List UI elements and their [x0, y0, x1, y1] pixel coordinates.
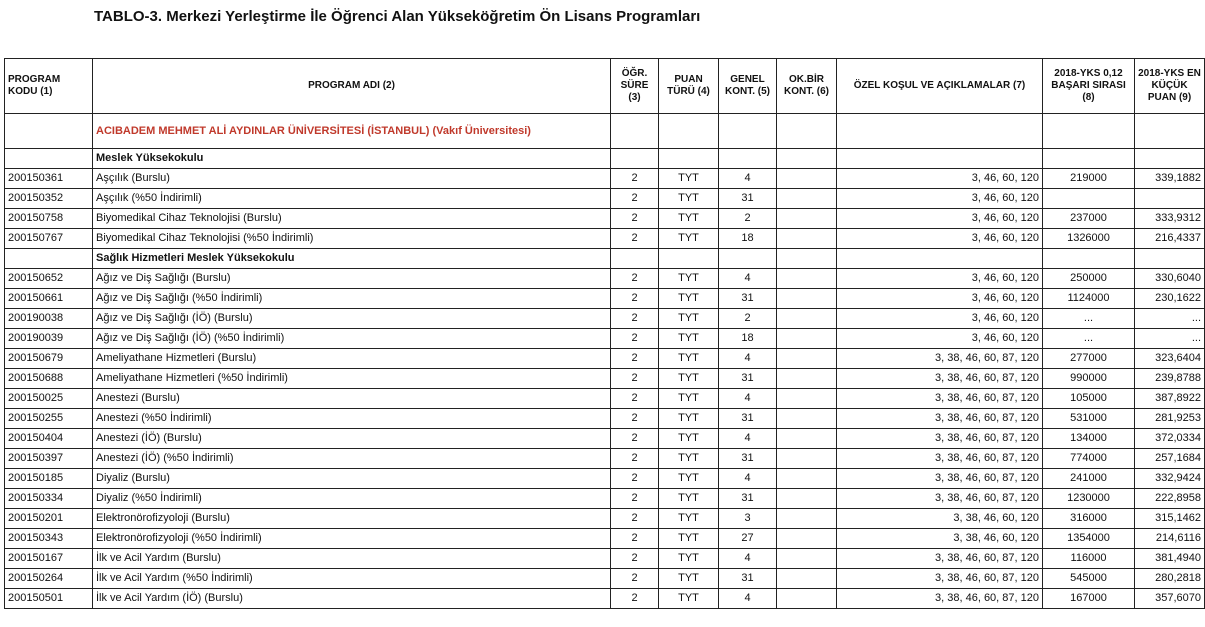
table-body — [5, 114, 1205, 609]
genel-kont-cell: 4 — [719, 269, 777, 289]
program-adi-cell: Diyaliz (%50 İndirimli) — [93, 489, 611, 509]
program-adi-cell: Ağız ve Diş Sağlığı (İÖ) (%50 İndirimli) — [93, 329, 611, 349]
ogr-sure-cell: 2 — [611, 169, 659, 189]
en-kucuk-puan-cell: ... — [1135, 329, 1205, 349]
header-program-adi: PROGRAM ADI (2) — [93, 59, 611, 114]
basari-sirasi-cell: 1354000 — [1043, 529, 1135, 549]
ogr-sure-cell: 2 — [611, 589, 659, 609]
table-row — [5, 529, 1205, 549]
program-kodu-cell: 200190038 — [5, 309, 93, 329]
genel-kont-cell: 4 — [719, 589, 777, 609]
ogr-sure-cell: 2 — [611, 569, 659, 589]
program-table-container — [4, 58, 1200, 627]
genel-kont-cell: 2 — [719, 309, 777, 329]
genel-kont-cell: 4 — [719, 429, 777, 449]
basari-sirasi-cell: 990000 — [1043, 369, 1135, 389]
basari-sirasi-cell: 277000 — [1043, 349, 1135, 369]
puan-turu-cell: TYT — [659, 349, 719, 369]
okbir-kont-cell — [777, 569, 837, 589]
program-kodu-cell: 200150767 — [5, 229, 93, 249]
ozel-kosul-cell: 3, 46, 60, 120 — [837, 229, 1043, 249]
en-kucuk-puan-cell: 372,0334 — [1135, 429, 1205, 449]
table-row — [5, 589, 1205, 609]
genel-kont-cell: 4 — [719, 469, 777, 489]
section-row — [5, 249, 1205, 269]
program-adi-cell: Ameliyathane Hizmetleri (%50 İndirimli) — [93, 369, 611, 389]
genel-kont-cell: 31 — [719, 569, 777, 589]
basari-sirasi-cell: 774000 — [1043, 449, 1135, 469]
program-adi-cell: İlk ve Acil Yardım (%50 İndirimli) — [93, 569, 611, 589]
ogr-sure-cell: 2 — [611, 229, 659, 249]
genel-kont-cell: 31 — [719, 369, 777, 389]
ozel-kosul-cell: 3, 38, 46, 60, 87, 120 — [837, 409, 1043, 429]
genel-kont-cell: 2 — [719, 209, 777, 229]
table-row — [5, 389, 1205, 409]
okbir-kont-cell — [777, 469, 837, 489]
okbir-kont-cell — [777, 389, 837, 409]
table-row — [5, 469, 1205, 489]
genel-kont-cell: 4 — [719, 389, 777, 409]
program-adi-cell: Elektronörofizyoloji (Burslu) — [93, 509, 611, 529]
en-kucuk-puan-cell: 332,9424 — [1135, 469, 1205, 489]
header-ogr-sure: ÖĞR. SÜRE (3) — [611, 59, 659, 114]
program-kodu-cell: 200150661 — [5, 289, 93, 309]
en-kucuk-puan-cell: 333,9312 — [1135, 209, 1205, 229]
header-genel-kont: GENEL KONT. (5) — [719, 59, 777, 114]
program-kodu-cell: 200150334 — [5, 489, 93, 509]
puan-turu-cell: TYT — [659, 369, 719, 389]
program-adi-cell: İlk ve Acil Yardım (Burslu) — [93, 549, 611, 569]
ogr-sure-cell: 2 — [611, 449, 659, 469]
genel-kont-cell: 4 — [719, 169, 777, 189]
en-kucuk-puan-cell — [1135, 189, 1205, 209]
basari-sirasi-cell: 134000 — [1043, 429, 1135, 449]
ozel-kosul-cell: 3, 46, 60, 120 — [837, 169, 1043, 189]
genel-kont-cell: 31 — [719, 449, 777, 469]
ogr-sure-cell: 2 — [611, 369, 659, 389]
puan-turu-cell: TYT — [659, 309, 719, 329]
en-kucuk-puan-cell: 230,1622 — [1135, 289, 1205, 309]
puan-turu-cell: TYT — [659, 529, 719, 549]
basari-sirasi-cell: 316000 — [1043, 509, 1135, 529]
ozel-kosul-cell: 3, 38, 46, 60, 87, 120 — [837, 569, 1043, 589]
header-basari-sirasi: 2018-YKS 0,12 BAŞARI SIRASI (8) — [1043, 59, 1135, 114]
okbir-kont-cell — [777, 549, 837, 569]
header-program-kodu: PROGRAM KODU (1) — [5, 59, 93, 114]
header-ozel-kosul: ÖZEL KOŞUL VE AÇIKLAMALAR (7) — [837, 59, 1043, 114]
ogr-sure-cell: 2 — [611, 549, 659, 569]
ozel-kosul-cell: 3, 38, 46, 60, 87, 120 — [837, 349, 1043, 369]
program-kodu-cell: 200150264 — [5, 569, 93, 589]
ogr-sure-cell: 2 — [611, 349, 659, 369]
en-kucuk-puan-cell: 257,1684 — [1135, 449, 1205, 469]
ozel-kosul-cell: 3, 38, 46, 60, 120 — [837, 509, 1043, 529]
program-adi-cell: Ağız ve Diş Sağlığı (İÖ) (Burslu) — [93, 309, 611, 329]
ogr-sure-cell: 2 — [611, 389, 659, 409]
table-row — [5, 209, 1205, 229]
program-kodu-cell: 200150397 — [5, 449, 93, 469]
ogr-sure-cell: 2 — [611, 309, 659, 329]
table-row — [5, 409, 1205, 429]
ozel-kosul-cell: 3, 38, 46, 60, 87, 120 — [837, 429, 1043, 449]
basari-sirasi-cell: ... — [1043, 329, 1135, 349]
ozel-kosul-cell: 3, 46, 60, 120 — [837, 329, 1043, 349]
genel-kont-cell: 18 — [719, 229, 777, 249]
okbir-kont-cell — [777, 229, 837, 249]
puan-turu-cell: TYT — [659, 489, 719, 509]
program-kodu-cell: 200150352 — [5, 189, 93, 209]
program-adi-cell: Anestezi (İÖ) (%50 İndirimli) — [93, 449, 611, 469]
program-adi-cell: Ağız ve Diş Sağlığı (%50 İndirimli) — [93, 289, 611, 309]
okbir-kont-cell — [777, 529, 837, 549]
program-kodu-cell: 200150025 — [5, 389, 93, 409]
en-kucuk-puan-cell: 281,9253 — [1135, 409, 1205, 429]
okbir-kont-cell — [777, 589, 837, 609]
okbir-kont-cell — [777, 429, 837, 449]
puan-turu-cell: TYT — [659, 589, 719, 609]
program-kodu-cell: 200150343 — [5, 529, 93, 549]
university-row — [5, 114, 1205, 149]
en-kucuk-puan-cell: 214,6116 — [1135, 529, 1205, 549]
university-name: ACIBADEM MEHMET ALİ AYDINLAR ÜNİVERSİTESİ (İSTANBUL) (Vakıf Üniversitesi) — [93, 114, 611, 149]
table-row — [5, 169, 1205, 189]
genel-kont-cell: 31 — [719, 489, 777, 509]
puan-turu-cell: TYT — [659, 189, 719, 209]
table-row — [5, 189, 1205, 209]
ozel-kosul-cell: 3, 38, 46, 60, 87, 120 — [837, 469, 1043, 489]
puan-turu-cell: TYT — [659, 449, 719, 469]
section-name: Meslek Yüksekokulu — [93, 149, 611, 169]
okbir-kont-cell — [777, 489, 837, 509]
table-row — [5, 229, 1205, 249]
en-kucuk-puan-cell: 323,6404 — [1135, 349, 1205, 369]
program-adi-cell: Anestezi (%50 İndirimli) — [93, 409, 611, 429]
basari-sirasi-cell: 545000 — [1043, 569, 1135, 589]
header-puan-turu: PUAN TÜRÜ (4) — [659, 59, 719, 114]
genel-kont-cell: 18 — [719, 329, 777, 349]
okbir-kont-cell — [777, 289, 837, 309]
genel-kont-cell: 4 — [719, 349, 777, 369]
program-kodu-cell: 200150679 — [5, 349, 93, 369]
puan-turu-cell: TYT — [659, 329, 719, 349]
program-kodu-cell: 200190039 — [5, 329, 93, 349]
table-row — [5, 509, 1205, 529]
en-kucuk-puan-cell: ... — [1135, 309, 1205, 329]
genel-kont-cell: 31 — [719, 189, 777, 209]
section-row — [5, 149, 1205, 169]
program-kodu-cell: 200150255 — [5, 409, 93, 429]
en-kucuk-puan-cell: 280,2818 — [1135, 569, 1205, 589]
okbir-kont-cell — [777, 349, 837, 369]
ozel-kosul-cell: 3, 38, 46, 60, 87, 120 — [837, 549, 1043, 569]
basari-sirasi-cell: 237000 — [1043, 209, 1135, 229]
ozel-kosul-cell: 3, 38, 46, 60, 87, 120 — [837, 449, 1043, 469]
program-adi-cell: Diyaliz (Burslu) — [93, 469, 611, 489]
ogr-sure-cell: 2 — [611, 289, 659, 309]
table-row — [5, 449, 1205, 469]
puan-turu-cell: TYT — [659, 269, 719, 289]
okbir-kont-cell — [777, 329, 837, 349]
genel-kont-cell: 3 — [719, 509, 777, 529]
puan-turu-cell: TYT — [659, 509, 719, 529]
ogr-sure-cell: 2 — [611, 529, 659, 549]
en-kucuk-puan-cell: 381,4940 — [1135, 549, 1205, 569]
program-kodu-cell: 200150652 — [5, 269, 93, 289]
en-kucuk-puan-cell: 222,8958 — [1135, 489, 1205, 509]
program-kodu-cell: 200150185 — [5, 469, 93, 489]
basari-sirasi-cell: ... — [1043, 309, 1135, 329]
program-kodu-cell: 200150501 — [5, 589, 93, 609]
en-kucuk-puan-cell: 330,6040 — [1135, 269, 1205, 289]
program-adi-cell: Elektronörofizyoloji (%50 İndirimli) — [93, 529, 611, 549]
ogr-sure-cell: 2 — [611, 509, 659, 529]
en-kucuk-puan-cell: 239,8788 — [1135, 369, 1205, 389]
program-adi-cell: İlk ve Acil Yardım (İÖ) (Burslu) — [93, 589, 611, 609]
program-adi-cell: Ameliyathane Hizmetleri (Burslu) — [93, 349, 611, 369]
basari-sirasi-cell: 116000 — [1043, 549, 1135, 569]
program-adi-cell: Biyomedikal Cihaz Teknolojisi (Burslu) — [93, 209, 611, 229]
okbir-kont-cell — [777, 209, 837, 229]
program-kodu-cell: 200150167 — [5, 549, 93, 569]
ogr-sure-cell: 2 — [611, 269, 659, 289]
basari-sirasi-cell: 531000 — [1043, 409, 1135, 429]
program-adi-cell: Aşçılık (Burslu) — [93, 169, 611, 189]
okbir-kont-cell — [777, 269, 837, 289]
en-kucuk-puan-cell: 315,1462 — [1135, 509, 1205, 529]
puan-turu-cell: TYT — [659, 289, 719, 309]
puan-turu-cell: TYT — [659, 389, 719, 409]
puan-turu-cell: TYT — [659, 429, 719, 449]
table-row — [5, 329, 1205, 349]
basari-sirasi-cell — [1043, 189, 1135, 209]
basari-sirasi-cell: 1124000 — [1043, 289, 1135, 309]
basari-sirasi-cell: 219000 — [1043, 169, 1135, 189]
ogr-sure-cell: 2 — [611, 489, 659, 509]
puan-turu-cell: TYT — [659, 549, 719, 569]
ozel-kosul-cell: 3, 46, 60, 120 — [837, 269, 1043, 289]
page-title: TABLO-3. Merkezi Yerleştirme İle Öğrenci Alan Yükseköğretim Ön Lisans Programları — [94, 8, 701, 25]
program-adi-cell: Aşçılık (%50 İndirimli) — [93, 189, 611, 209]
program-adi-cell: Anestezi (İÖ) (Burslu) — [93, 429, 611, 449]
ogr-sure-cell: 2 — [611, 469, 659, 489]
program-kodu-cell: 200150758 — [5, 209, 93, 229]
table-row — [5, 489, 1205, 509]
genel-kont-cell: 4 — [719, 549, 777, 569]
okbir-kont-cell — [777, 369, 837, 389]
header-okbir-kont: OK.BİR KONT. (6) — [777, 59, 837, 114]
basari-sirasi-cell: 1326000 — [1043, 229, 1135, 249]
genel-kont-cell: 31 — [719, 289, 777, 309]
okbir-kont-cell — [777, 189, 837, 209]
okbir-kont-cell — [777, 509, 837, 529]
ozel-kosul-cell: 3, 46, 60, 120 — [837, 189, 1043, 209]
program-kodu-cell: 200150688 — [5, 369, 93, 389]
ozel-kosul-cell: 3, 46, 60, 120 — [837, 209, 1043, 229]
okbir-kont-cell — [777, 169, 837, 189]
table-row — [5, 349, 1205, 369]
genel-kont-cell: 31 — [719, 409, 777, 429]
ogr-sure-cell: 2 — [611, 329, 659, 349]
ozel-kosul-cell: 3, 38, 46, 60, 87, 120 — [837, 369, 1043, 389]
ozel-kosul-cell: 3, 46, 60, 120 — [837, 309, 1043, 329]
puan-turu-cell: TYT — [659, 469, 719, 489]
table-row — [5, 569, 1205, 589]
puan-turu-cell: TYT — [659, 209, 719, 229]
header-row — [5, 59, 1205, 114]
header-en-kucuk-puan: 2018-YKS EN KÜÇÜK PUAN (9) — [1135, 59, 1205, 114]
puan-turu-cell: TYT — [659, 229, 719, 249]
basari-sirasi-cell: 1230000 — [1043, 489, 1135, 509]
table-row — [5, 549, 1205, 569]
ogr-sure-cell: 2 — [611, 209, 659, 229]
basari-sirasi-cell: 250000 — [1043, 269, 1135, 289]
basari-sirasi-cell: 241000 — [1043, 469, 1135, 489]
program-adi-cell: Ağız ve Diş Sağlığı (Burslu) — [93, 269, 611, 289]
basari-sirasi-cell: 105000 — [1043, 389, 1135, 409]
table-row — [5, 289, 1205, 309]
table-row — [5, 369, 1205, 389]
section-name: Sağlık Hizmetleri Meslek Yüksekokulu — [93, 249, 611, 269]
program-kodu-cell: 200150361 — [5, 169, 93, 189]
ogr-sure-cell: 2 — [611, 429, 659, 449]
en-kucuk-puan-cell: 339,1882 — [1135, 169, 1205, 189]
program-kodu-cell: 200150201 — [5, 509, 93, 529]
en-kucuk-puan-cell: 387,8922 — [1135, 389, 1205, 409]
en-kucuk-puan-cell: 357,6070 — [1135, 589, 1205, 609]
program-table — [4, 58, 1205, 609]
puan-turu-cell: TYT — [659, 169, 719, 189]
ozel-kosul-cell: 3, 38, 46, 60, 87, 120 — [837, 389, 1043, 409]
ogr-sure-cell: 2 — [611, 189, 659, 209]
okbir-kont-cell — [777, 309, 837, 329]
ogr-sure-cell: 2 — [611, 409, 659, 429]
ozel-kosul-cell: 3, 46, 60, 120 — [837, 289, 1043, 309]
ozel-kosul-cell: 3, 38, 46, 60, 120 — [837, 529, 1043, 549]
okbir-kont-cell — [777, 449, 837, 469]
puan-turu-cell: TYT — [659, 569, 719, 589]
ozel-kosul-cell: 3, 38, 46, 60, 87, 120 — [837, 489, 1043, 509]
okbir-kont-cell — [777, 409, 837, 429]
puan-turu-cell: TYT — [659, 409, 719, 429]
table-row — [5, 429, 1205, 449]
table-row — [5, 269, 1205, 289]
genel-kont-cell: 27 — [719, 529, 777, 549]
program-adi-cell: Biyomedikal Cihaz Teknolojisi (%50 İndirimli) — [93, 229, 611, 249]
ozel-kosul-cell: 3, 38, 46, 60, 87, 120 — [837, 589, 1043, 609]
program-kodu-cell: 200150404 — [5, 429, 93, 449]
program-adi-cell: Anestezi (Burslu) — [93, 389, 611, 409]
table-row — [5, 309, 1205, 329]
basari-sirasi-cell: 167000 — [1043, 589, 1135, 609]
en-kucuk-puan-cell: 216,4337 — [1135, 229, 1205, 249]
